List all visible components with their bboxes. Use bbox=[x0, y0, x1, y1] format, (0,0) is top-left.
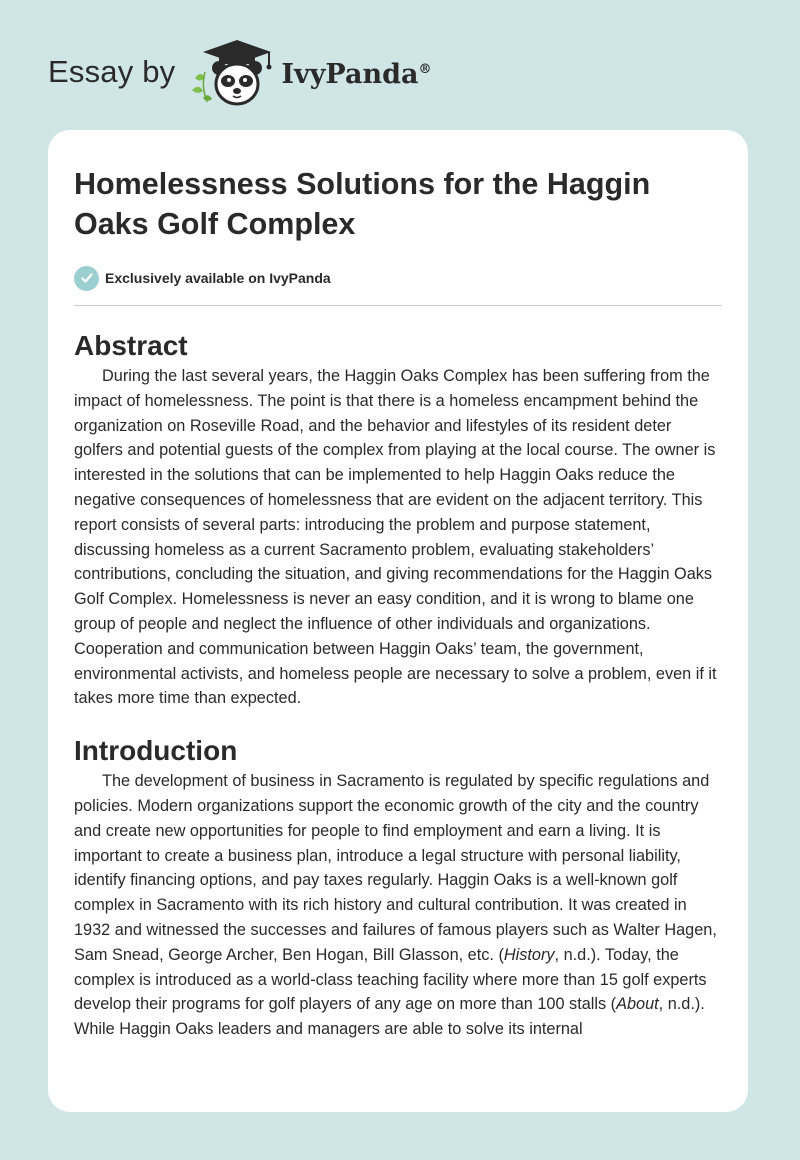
citation-history: History bbox=[503, 945, 555, 964]
brand-name-text: IvyPanda bbox=[281, 58, 419, 90]
check-icon bbox=[74, 266, 99, 291]
abstract-paragraph: During the last several years, the Haggin Oaks Complex has been suffering from the impact of homelessness. The point is that there is a homeless encampment behind the organization on Roseville Road, and the behavior and lifestyles of its resident deter golfers and potential guests of the complex from playing at the local course. The owner is interested in the solutions that can be implemented to help Haggin Oaks reduce the negative consequences of homelessness that are evident on the adjacent territory. This report consists of several parts: introducing the problem and purpose statement, discussing homeless as a current Sacramento problem, evaluating stakeholders’ contributions, concluding the situation, and giving recommendations for the Haggin Oaks Golf Complex. Homelessness is never an easy condition, and it is wrong to blame one group of people and neglect the influence of other individuals and organizations. Cooperation and communication between Haggin Oaks’ team, the government, environmental activists, and homeless people are necessary to solve a problem, even if it takes more time than expected. bbox=[74, 367, 717, 708]
abstract-heading: Abstract bbox=[74, 330, 188, 361]
introduction-paragraph bbox=[74, 769, 722, 1042]
exclusive-label: Exclusively available on IvyPanda bbox=[105, 270, 331, 286]
brand-name bbox=[281, 59, 431, 90]
intro-text-b: , n.d.). Today, the complex is introduced as a world-class teaching facility where more than 15 golf experts develop their programs for golf players of any age on more than 100 stalls ( bbox=[74, 945, 707, 1014]
brand-header[interactable] bbox=[48, 38, 431, 108]
article-card bbox=[48, 130, 748, 1112]
brand-prefix: Essay by bbox=[48, 54, 176, 89]
registered-mark: ® bbox=[418, 61, 432, 77]
divider bbox=[74, 305, 722, 306]
intro-text-a: The development of business in Sacramento is regulated by specific regulations and policies. Modern organizations support the economic growth of the city and the country and create new opportunities for people to find employment and earn a living. It is important to create a business plan, introduce a legal structure with personal liability, identify financing options, and pay taxes regularly. Haggin Oaks is a well-known golf complex in Sacramento with its rich history and cultural contribution. It was created in 1932 and witnessed the successes and failures of famous players such as Walter Hagen, Sam Snead, George Archer, Ben Hogan, Bill Glasson, etc. ( bbox=[74, 772, 717, 964]
introduction-heading: Introduction bbox=[74, 735, 238, 767]
article-title: Homelessness Solutions for the Haggin Oaks Golf Complex bbox=[74, 167, 651, 241]
exclusive-badge bbox=[74, 264, 722, 292]
panda-logo-icon bbox=[189, 38, 277, 108]
intro-text-c: , n.d.). While Haggin Oaks leaders and managers are able to solve its internal bbox=[74, 995, 705, 1039]
citation-about: About bbox=[616, 995, 659, 1014]
